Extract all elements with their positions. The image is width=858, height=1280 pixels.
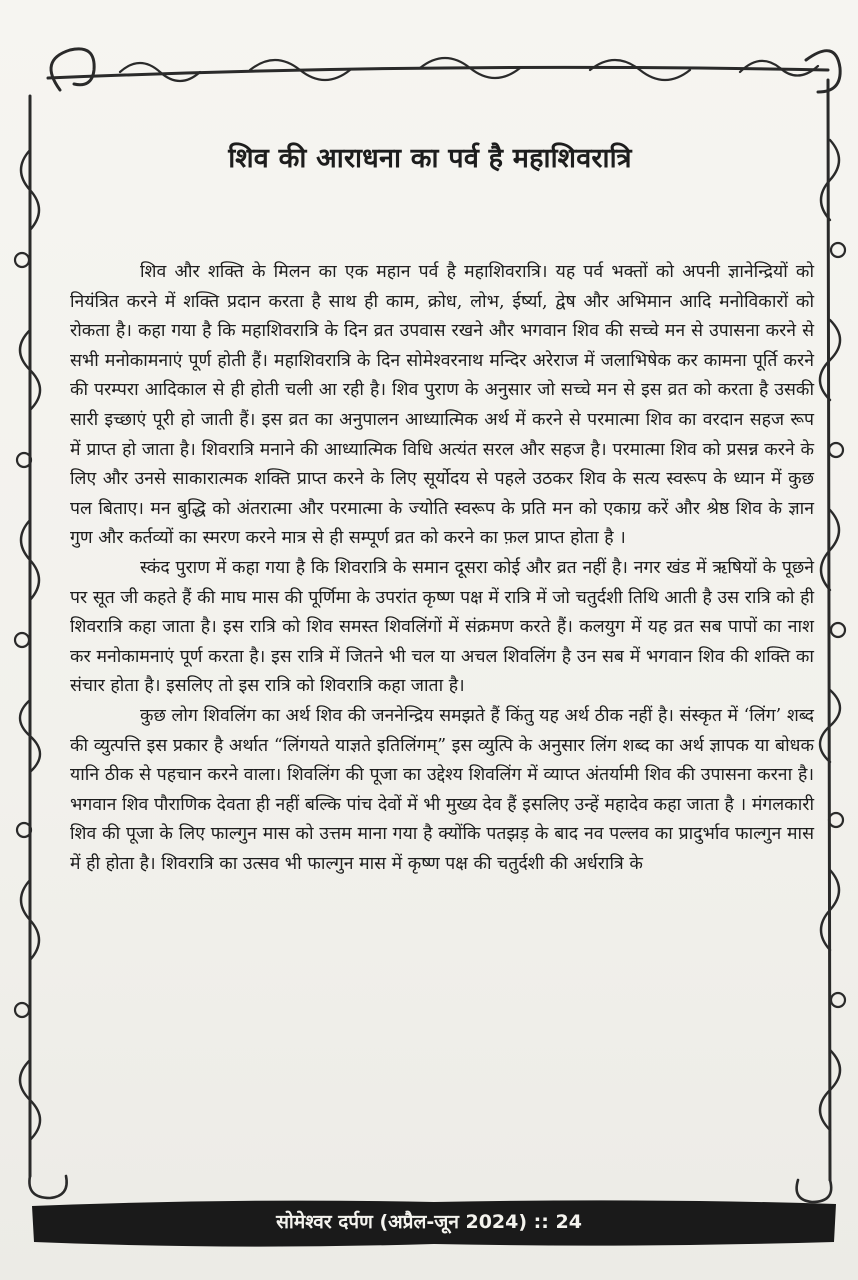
paragraph: स्कंद पुराण में कहा गया है कि शिवरात्रि के समान दूसरा कोई और व्रत नहीं है। नगर खंड में ऋषियों के पूछने पर सूत जी कहते हैं की माघ मास की पूर्णिमा के उपरांत कृष्ण पक्ष में रात्रि में जो चतुर्दशी तिथि आती है उस रात्रि को ही शिवरात्रि कहा जाता है। इस रात्रि को शिव समस्त शिवलिंगों में संक्रमण करते हैं। कलयुग में यह व्रत सब पापों का नाश कर मनोकामनाएं पूर्ण करता है। इस रात्रि में जितने भी चल या अचल शिवलिंग है उन सब में भगवान शिव की शक्ति का संचार होता है। इसलिए तो इस रात्रि को शिवरात्रि कहा जाता है। — [70, 557, 814, 697]
article-title: शिव की आराधना का पर्व है महाशिवरात्रि — [228, 143, 632, 174]
paragraph: कुछ लोग शिवलिंग का अर्थ शिव की जननेन्द्रिय समझते हैं किंतु यह अर्थ ठीक नहीं है। संस्कृत में ‘लिंग’ शब्द की व्युत्पत्ति इस प्रकार है अर्थात “लिंगयते याज्ञते इतिलिंगम्” इस व्युत्पि के अनुसार लिंग शब्द का अर्थ ज्ञापक या बोधक यानि ठीक से पहचान करने वाला। शिवलिंग की पूजा का उद्देश्य शिवलिंग में व्याप्त अंतर्यामी शिव की उपासना करना है। भगवान शिव पौराणिक देवता ही नहीं बल्कि पांच देवों में भी मुख्य देव हैं इसलिए उन्हें महादेव कहा जाता है । मंगलकारी शिव की पूजा के लिए फाल्गुन मास को उत्तम माना गया है क्योंकि पतझड़ के बाद नव पल्लव का प्रादुर्भाव फाल्गुन मास में ही होता है। शिवरात्रि का उत्सव भी फाल्गुन मास में कृष्ण पक्ष की चतुर्दशी की अर्धरात्रि के — [70, 705, 815, 874]
footer-page-label: सोमेश्वर दर्पण (अप्रैल-जून 2024) :: 24 — [276, 1211, 582, 1233]
article-body — [70, 258, 814, 879]
paragraph: शिव और शक्ति के मिलन का एक महान पर्व है महाशिवरात्रि। यह पर्व भक्तों को अपनी ज्ञानेन्द्रियों को नियंत्रित करने में शक्ति प्रदान करता है साथ ही काम, क्रोध, लोभ, ईर्ष्या, द्वेष और अभिमान आदि मनोविकारों को रोकता है। कहा गया है कि महाशिवरात्रि के दिन व्रत उपवास रखने और भगवान शिव की सच्चे मन से उपासना करने से सभी मनोकामनाएं पूर्ण होती हैं। महाशिवरात्रि के दिन सोमेश्वरनाथ मन्दिर अरेराज में जलाभिषेक कर कामना पूर्ति करने की परम्परा आदिकाल से ही होती चली आ रही है। शिव पुराण के अनुसार जो सच्चे मन से इस व्रत को करता है उसकी सारी इच्छाएं पूरी हो जाती हैं। इस व्रत का अनुपालन आध्यात्मिक अर्थ में करने से परमात्मा शिव का वरदान सहज रूप में प्राप्त हो जाता है। शिवरात्रि मनाने की आध्यात्मिक विधि अत्यंत सरल और सहज है। परमात्मा शिव को प्रसन्न करने के लिए और उनसे साकारात्मक शक्ति प्राप्त करने के लिए सूर्योदय से पहले उठकर शिव के सत्य स्वरूप के ध्यान में कुछ पल बिताए। मन बुद्धि को अंतरात्मा और परमात्मा के ज्योति स्वरूप के प्रति मन को एकाग्र करें और श्रेष्ठ शिव के ज्ञान गुण और कर्तव्यों का स्मरण करने मात्र से ही सम्पूर्ण व्रत को करने का फ़ल प्राप्त होता है । — [70, 262, 814, 549]
